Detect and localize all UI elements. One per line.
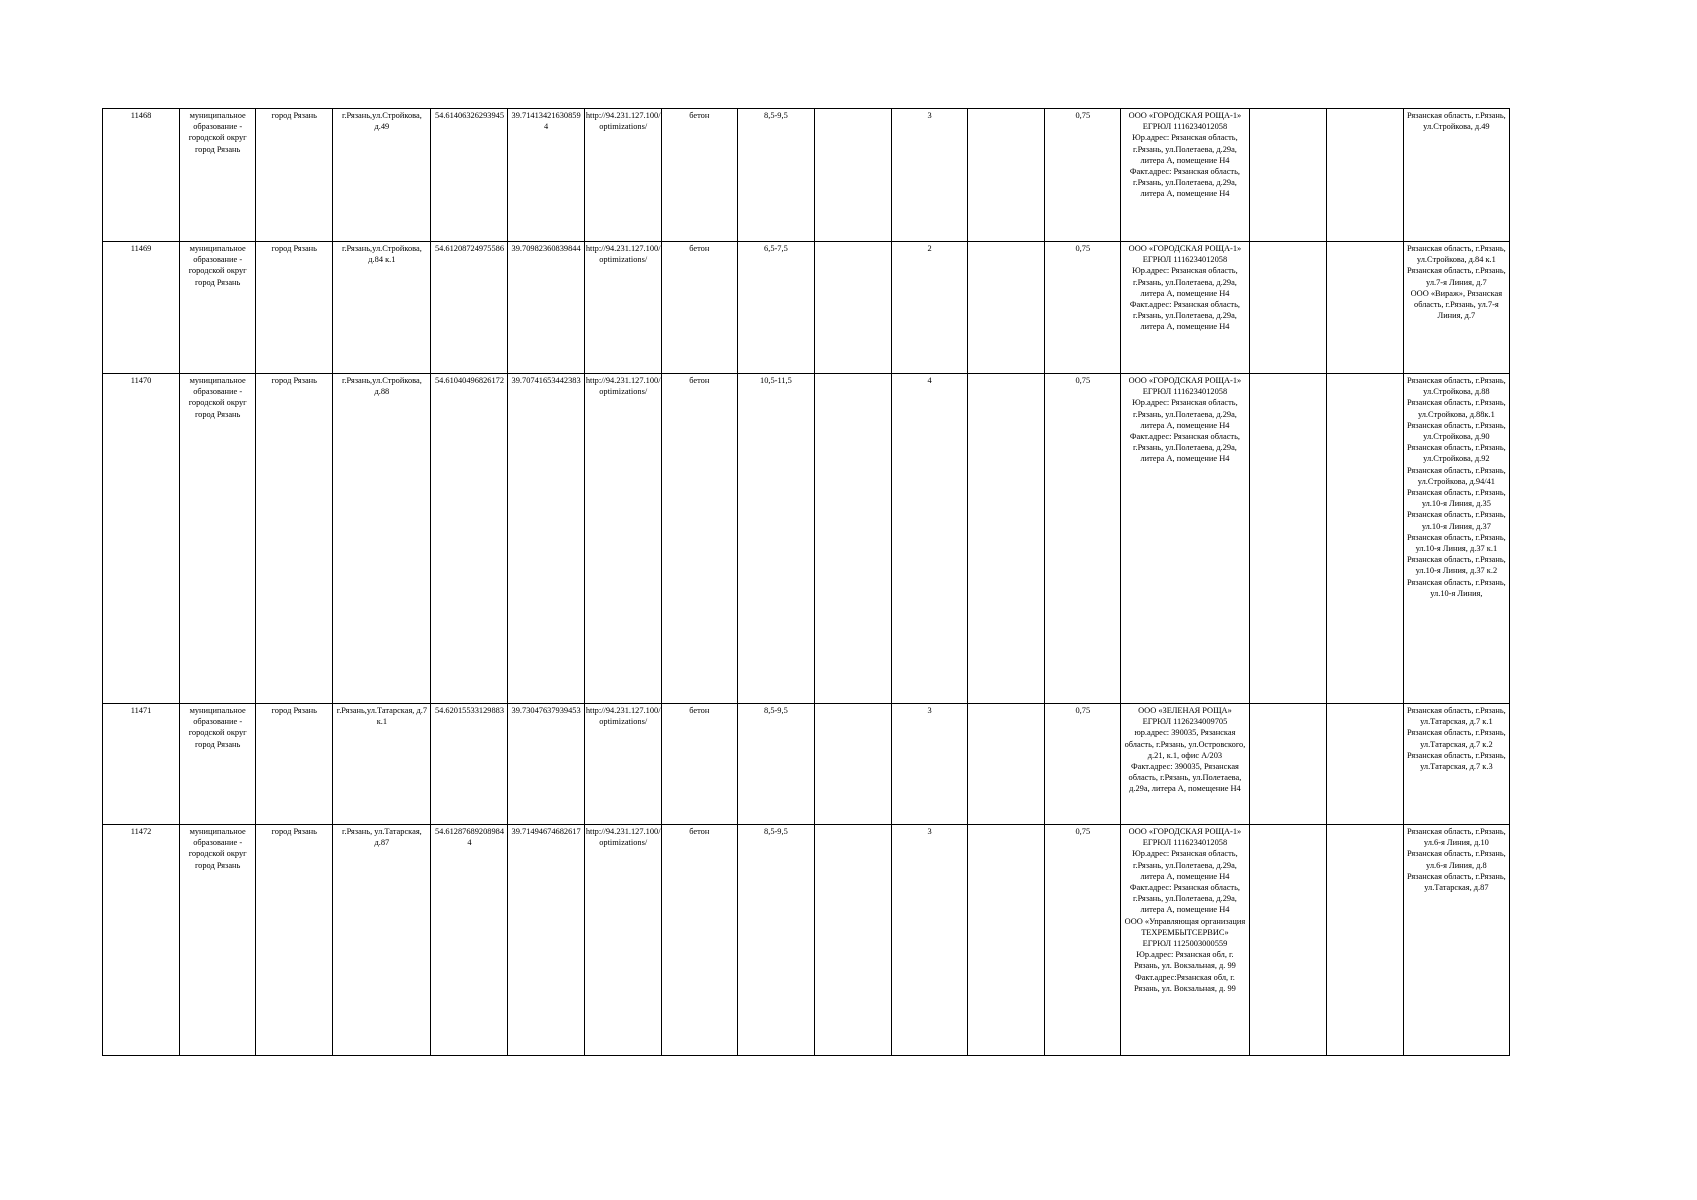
- cell-col15: [1249, 825, 1326, 1056]
- cell-url: http://94.231.127.100/optimizations/: [584, 825, 661, 1056]
- cell-col16: [1326, 374, 1403, 704]
- cell-municipality: муниципальное образование - городской округ город Рязань: [180, 109, 256, 242]
- cell-col16: [1326, 109, 1403, 242]
- cell-municipality: муниципальное образование - городской округ город Рязань: [180, 242, 256, 374]
- cell-containers: 4: [892, 374, 968, 704]
- cell-col12: [968, 374, 1045, 704]
- cell-col15: [1249, 109, 1326, 242]
- cell-url: http://94.231.127.100/optimizations/: [584, 109, 661, 242]
- table-row: [103, 374, 1510, 704]
- cell-longitude: 39.71494674682617: [507, 825, 584, 1056]
- cell-city: город Рязань: [256, 374, 333, 704]
- cell-col12: [968, 825, 1045, 1056]
- cell-address: г.Рязань,ул.Стройкова, д.88: [333, 374, 431, 704]
- cell-area: 8,5-9,5: [737, 704, 814, 825]
- cell-volume: 0,75: [1045, 704, 1121, 825]
- cell-id: 11472: [103, 825, 180, 1056]
- cell-latitude: 54.61287689208984 4: [431, 825, 507, 1056]
- cell-containers: 3: [892, 825, 968, 1056]
- cell-col16: [1326, 825, 1403, 1056]
- cell-col10: [814, 825, 891, 1056]
- cell-latitude: 54.61208724975586: [431, 242, 507, 374]
- cell-address: г.Рязань,ул.Татарская, д.7 к.1: [333, 704, 431, 825]
- cell-city: город Рязань: [256, 109, 333, 242]
- table-row: [103, 109, 1510, 242]
- cell-col16: [1326, 242, 1403, 374]
- cell-col15: [1249, 242, 1326, 374]
- cell-latitude: 54.62015533129883: [431, 704, 507, 825]
- cell-municipality: муниципальное образование - городской округ город Рязань: [180, 704, 256, 825]
- table-row: [103, 242, 1510, 374]
- cell-sources: Рязанская область, г.Рязань, ул.Стройкова, д.49: [1403, 109, 1509, 242]
- cell-col15: [1249, 704, 1326, 825]
- cell-id: 11471: [103, 704, 180, 825]
- cell-city: город Рязань: [256, 704, 333, 825]
- cell-volume: 0,75: [1045, 109, 1121, 242]
- cell-area: 6,5-7,5: [737, 242, 814, 374]
- table-row: [103, 704, 1510, 825]
- cell-latitude: 54.61040496826172: [431, 374, 507, 704]
- cell-sources: Рязанская область, г.Рязань, ул.Стройкова, д.84 к.1 Рязанская область, г.Рязань, ул.7-я Линия, д.7 ООО «Вираж», Рязанская область, г.Рязань, ул.7-я Линия, д.7: [1403, 242, 1509, 374]
- cell-col10: [814, 374, 891, 704]
- cell-municipality: муниципальное образование - городской округ город Рязань: [180, 825, 256, 1056]
- cell-col12: [968, 704, 1045, 825]
- cell-municipality: муниципальное образование - городской округ город Рязань: [180, 374, 256, 704]
- cell-address: г.Рязань, ул.Татарская, д.87: [333, 825, 431, 1056]
- cell-longitude: 39.73047637939453: [507, 704, 584, 825]
- cell-url: http://94.231.127.100/optimizations/: [584, 374, 661, 704]
- cell-address: г.Рязань,ул.Стройкова, д.49: [333, 109, 431, 242]
- cell-address: г.Рязань,ул.Стройкова, д.84 к.1: [333, 242, 431, 374]
- cell-col12: [968, 242, 1045, 374]
- table-row: [103, 825, 1510, 1056]
- cell-owner: ООО «ГОРОДСКАЯ РОЩА-1» ЕГРЮЛ 1116234012058 Юр.адрес: Рязанская область, г.Рязань, ул.Полетаева, д.29а, литера А, помещение Н4 Факт.адрес: Рязанская область, г.Рязань, ул.Полетаева, д.29а, литера А, помещение Н4: [1121, 242, 1249, 374]
- cell-longitude: 39.70741653442383: [507, 374, 584, 704]
- registry-table-body: [103, 109, 1510, 1056]
- cell-sources: Рязанская область, г.Рязань, ул.6-я Линия, д.10 Рязанская область, г.Рязань, ул.6-я Линия, д.8 Рязанская область, г.Рязань, ул.Татарская, д.87: [1403, 825, 1509, 1056]
- cell-col10: [814, 704, 891, 825]
- cell-longitude: 39.70982360839844: [507, 242, 584, 374]
- cell-volume: 0,75: [1045, 825, 1121, 1056]
- cell-col16: [1326, 704, 1403, 825]
- cell-longitude: 39.71413421630859 4: [507, 109, 584, 242]
- cell-col10: [814, 242, 891, 374]
- cell-area: 8,5-9,5: [737, 109, 814, 242]
- cell-surface: бетон: [661, 825, 737, 1056]
- cell-volume: 0,75: [1045, 242, 1121, 374]
- cell-owner: ООО «ЗЕЛЕНАЯ РОЩА» ЕГРЮЛ 1126234009705 юр.адрес: 390035, Рязанская область, г.Рязань, ул.Островского, д.21, к.1, офис А/203 Факт.адрес: 390035, Рязанская область, г.Рязань, ул.Полетаева, д.29а, литера А, помещение Н4: [1121, 704, 1249, 825]
- cell-col10: [814, 109, 891, 242]
- registry-table: [102, 108, 1510, 1056]
- cell-surface: бетон: [661, 374, 737, 704]
- cell-latitude: 54.61406326293945: [431, 109, 507, 242]
- cell-surface: бетон: [661, 242, 737, 374]
- cell-col12: [968, 109, 1045, 242]
- cell-sources: Рязанская область, г.Рязань, ул.Стройкова, д.88 Рязанская область, г.Рязань, ул.Стройкова, д.88к.1 Рязанская область, г.Рязань, ул.Стройкова, д.90 Рязанская область, г.Рязань, ул.Стройкова, д.92 Рязанская область, г.Рязань, ул.Стройкова, д.94/41 Рязанская область, г.Рязань, ул.10-я Линия, д.35 Рязанская область, г.Рязань, ул.10-я Линия, д.37 Рязанская область, г.Рязань, ул.10-я Линия, д.37 к.1 Рязанская область, г.Рязань, ул.10-я Линия, д.37 к.2 Рязанская область, г.Рязань, ул.10-я Линия,: [1403, 374, 1509, 704]
- cell-surface: бетон: [661, 109, 737, 242]
- cell-containers: 2: [892, 242, 968, 374]
- cell-sources: Рязанская область, г.Рязань, ул.Татарская, д.7 к.1 Рязанская область, г.Рязань, ул.Татарская, д.7 к.2 Рязанская область, г.Рязань, ул.Татарская, д.7 к.3: [1403, 704, 1509, 825]
- cell-surface: бетон: [661, 704, 737, 825]
- cell-owner: ООО «ГОРОДСКАЯ РОЩА-1» ЕГРЮЛ 1116234012058 Юр.адрес: Рязанская область, г.Рязань, ул.Полетаева, д.29а, литера А, помещение Н4 Факт.адрес: Рязанская область, г.Рязань, ул.Полетаева, д.29а, литера А, помещение Н4: [1121, 374, 1249, 704]
- cell-col15: [1249, 374, 1326, 704]
- cell-containers: 3: [892, 109, 968, 242]
- cell-id: 11470: [103, 374, 180, 704]
- cell-area: 8,5-9,5: [737, 825, 814, 1056]
- cell-area: 10,5-11,5: [737, 374, 814, 704]
- cell-url: http://94.231.127.100/optimizations/: [584, 242, 661, 374]
- cell-id: 11469: [103, 242, 180, 374]
- cell-containers: 3: [892, 704, 968, 825]
- cell-owner: ООО «ГОРОДСКАЯ РОЩА-1» ЕГРЮЛ 1116234012058 Юр.адрес: Рязанская область, г.Рязань, ул.Полетаева, д.29а, литера А, помещение Н4 Факт.адрес: Рязанская область, г.Рязань, ул.Полетаева, д.29а, литера А, помещение Н4: [1121, 109, 1249, 242]
- cell-volume: 0,75: [1045, 374, 1121, 704]
- cell-id: 11468: [103, 109, 180, 242]
- cell-city: город Рязань: [256, 242, 333, 374]
- cell-url: http://94.231.127.100/optimizations/: [584, 704, 661, 825]
- cell-owner: ООО «ГОРОДСКАЯ РОЩА-1» ЕГРЮЛ 1116234012058 Юр.адрес: Рязанская область, г.Рязань, ул.Полетаева, д.29а, литера А, помещение Н4 Факт.адрес: Рязанская область, г.Рязань, ул.Полетаева, д.29а, литера А, помещение Н4 ООО «Управляющая организация ТЕХРЕМБЫТСЕРВИС» ЕГРЮЛ 1125003000559 Юр.адрес: Рязанская обл, г. Рязань, ул. Вокзальная, д. 99 Факт.адрес:Рязанская обл, г. Рязань, ул. Вокзальная, д. 99: [1121, 825, 1249, 1056]
- cell-city: город Рязань: [256, 825, 333, 1056]
